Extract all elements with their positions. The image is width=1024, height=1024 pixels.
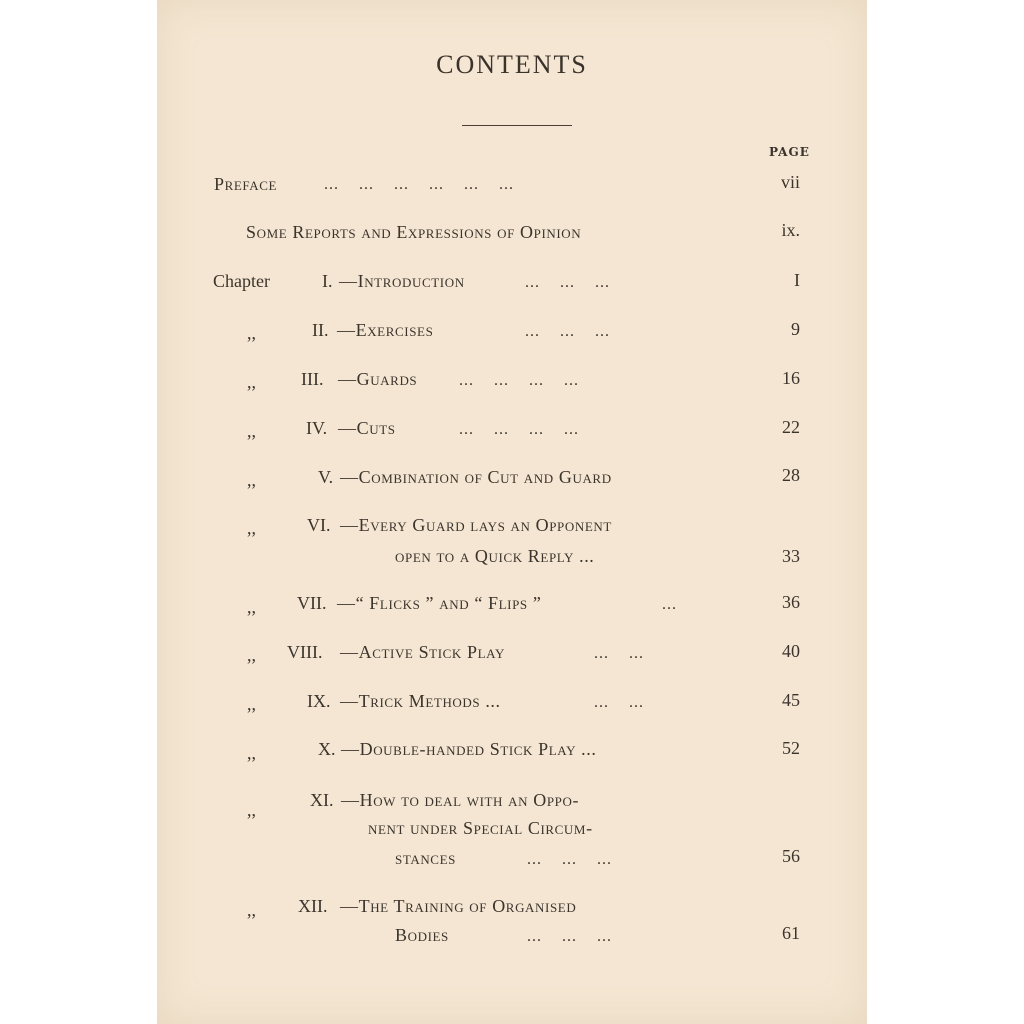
page-number: I [794,270,800,290]
chapter-numeral: XII. [298,896,328,916]
ditto-mark: ,, [247,800,256,820]
chapter-numeral: I. [322,271,333,291]
chapter-title: —Trick Methods ... [340,691,501,711]
chapter-title: —Active Stick Play [340,642,505,662]
chapter-numeral: VI. [307,515,331,535]
title-divider [462,125,572,126]
chapter-prefix: Chapter [213,271,270,291]
leader-dots: ... ... ... ... [459,421,579,438]
leader-dots: ... ... ... [525,323,610,340]
chapter-numeral: XI. [310,790,334,810]
page-number: 33 [782,546,800,566]
leader-dots: ... ... [594,694,644,711]
chapter-title: —Every Guard lays an Opponent [340,515,612,535]
leader-dots: ... ... ... [527,851,612,868]
ditto-mark: ,, [247,421,256,441]
leader-dots: ... ... ... ... [459,372,579,389]
chapter-title-continued: stances [395,848,456,868]
chapter-title: —Double-handed Stick Play ... [341,739,597,759]
chapter-title: —Cuts [338,418,396,438]
leader-dots: ... ... ... ... ... ... [324,176,514,193]
entry-label: Preface [214,174,278,194]
page-number: ix. [781,220,800,240]
page-number: 36 [782,592,800,612]
chapter-numeral: IX. [307,691,331,711]
ditto-mark: ,, [247,372,256,392]
chapter-title: —Guards [338,369,418,389]
chapter-numeral: II. [312,320,329,340]
chapter-title: —Combination of Cut and Guard [340,467,612,487]
entry-label: Some Reports and Expressions of Opinion [246,222,582,242]
page-number: vii [780,172,800,192]
chapter-numeral: IV. [306,418,328,438]
leader-dots: ... [662,596,677,613]
chapter-title: —“ Flicks ” and “ Flips ” [337,593,542,613]
chapter-numeral: VIII. [287,642,323,662]
page-number: 9 [791,319,800,339]
ditto-mark: ,, [247,743,256,763]
ditto-mark: ,, [247,900,256,920]
chapter-numeral: III. [301,369,324,389]
page-number: 28 [782,465,800,485]
page-title: CONTENTS [436,50,588,79]
page-number: 45 [782,690,800,710]
ditto-mark: ,, [247,694,256,714]
page-column-heading: PAGE [769,145,810,159]
chapter-numeral: X. [318,739,336,759]
ditto-mark: ,, [247,518,256,538]
page-number: 61 [782,923,800,943]
page-number: 56 [782,846,800,866]
chapter-title-continued: open to a Quick Reply ... [395,546,595,566]
ditto-mark: ,, [247,645,256,665]
leader-dots: ... ... ... [527,928,612,945]
page-number: 40 [782,641,800,661]
chapter-numeral: V. [318,467,334,487]
chapter-numeral: VII. [297,593,327,613]
page-number: 52 [782,738,800,758]
chapter-title-continued: Bodies [395,925,449,945]
ditto-mark: ,, [247,470,256,490]
ditto-mark: ,, [247,323,256,343]
chapter-title: —The Training of Organised [340,896,577,916]
leader-dots: ... ... ... [525,274,610,291]
ditto-mark: ,, [247,597,256,617]
leader-dots: ... ... [594,645,644,662]
chapter-title: —How to deal with an Oppo- [341,790,580,810]
chapter-title: —Introduction [339,271,465,291]
page-number: 22 [782,417,800,437]
chapter-title-continued: nent under Special Circum- [368,818,593,838]
chapter-title: —Exercises [337,320,434,340]
book-page [157,0,867,1024]
page-number: 16 [782,368,800,388]
